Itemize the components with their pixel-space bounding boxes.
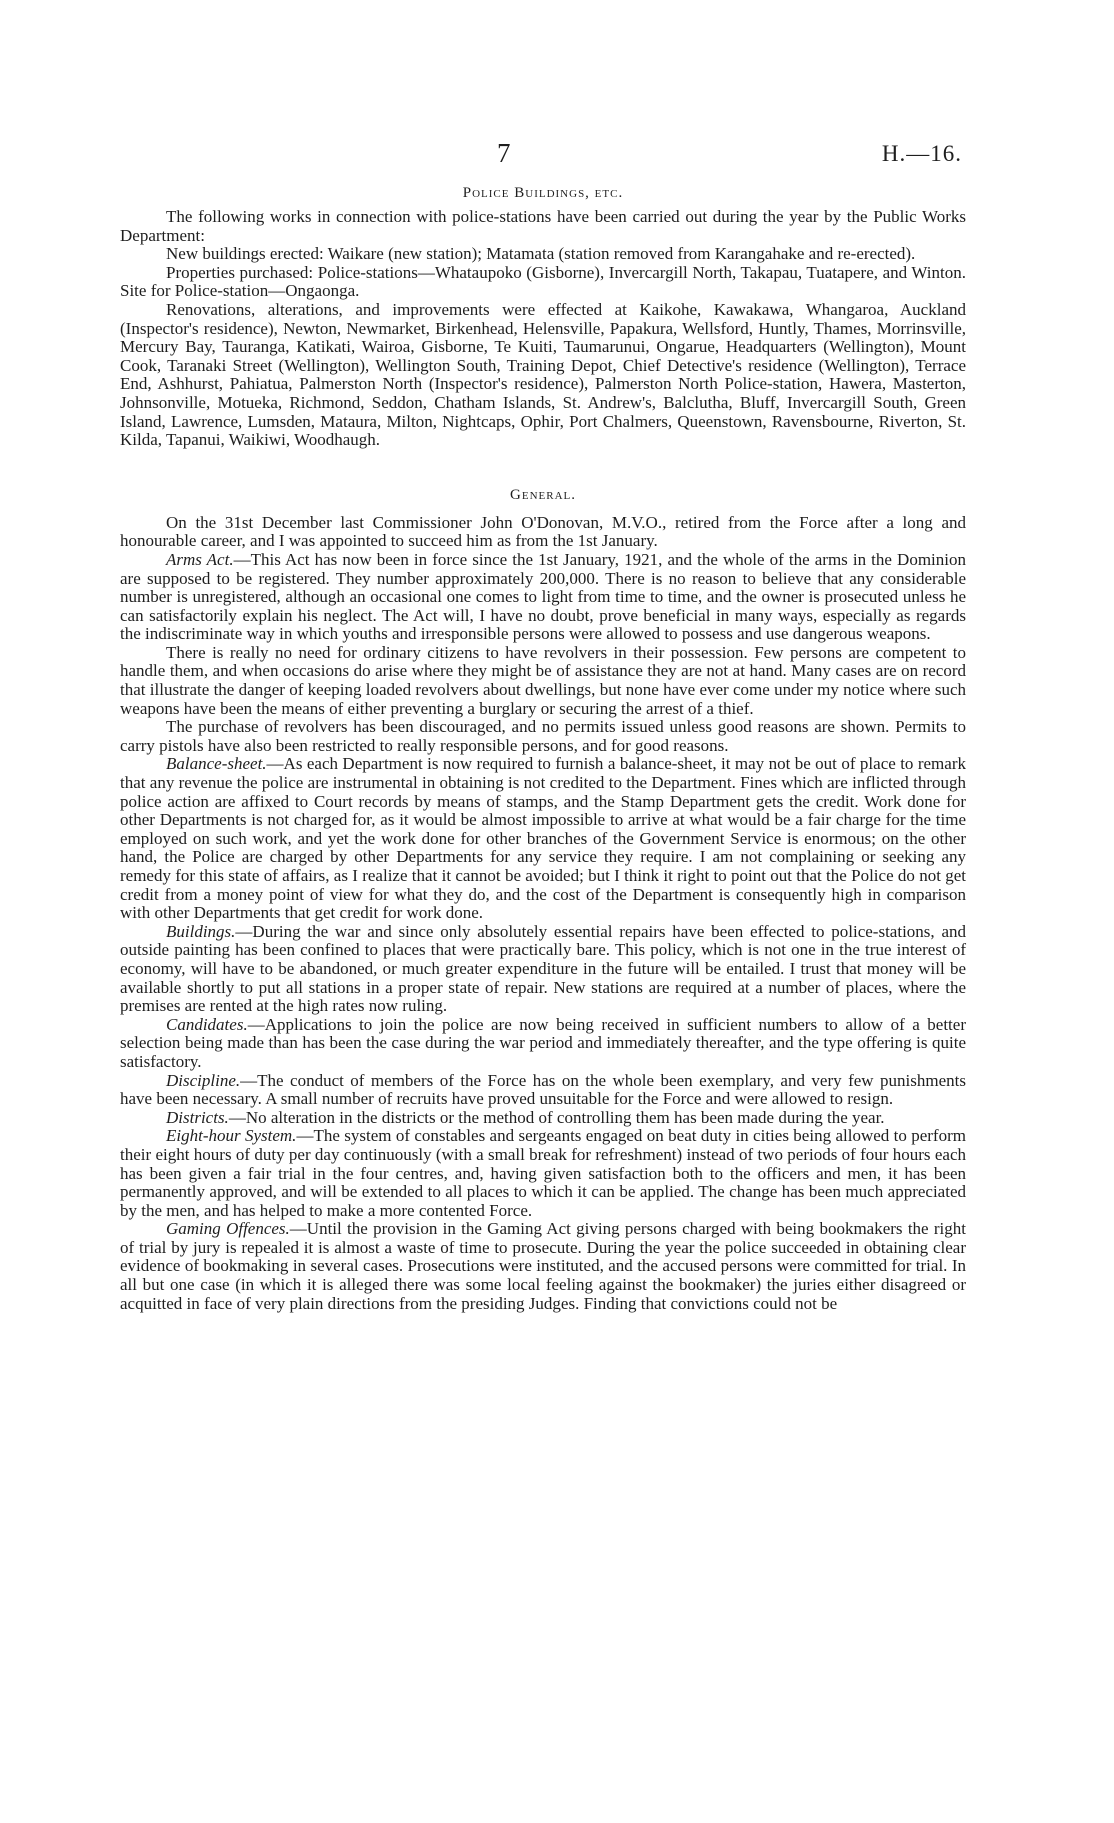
- paragraph-buildings: [120, 923, 966, 1016]
- subheading-districts: Districts.: [166, 1107, 229, 1127]
- paragraph-text: —Until the provision in the Gaming Act giving persons charged with being bookmakers the right of trial by jury is repealed it is almost a waste of time to prosecute. During the year the police succeeded in obtaining clear evidence of bookmaking in several cases. Prosecutions were instituted, and the accused persons were committed for trial. In all but one case (in which it is alleged there was some local feeling against the bookmaker) the juries either disagreed or acquitted in face of very plain directions from the presiding Judges. Finding that convictions could not be: [120, 1219, 966, 1313]
- subheading-arms-act: Arms Act.: [166, 549, 234, 569]
- paragraph-text: —No alteration in the districts or the method of controlling them has been made during the year.: [228, 1107, 885, 1127]
- paragraph-districts: [120, 1109, 966, 1128]
- subheading-discipline: Discipline.: [166, 1070, 241, 1090]
- section-title-general: General.: [510, 486, 576, 503]
- subheading-gaming-offences: Gaming Offences.: [166, 1219, 290, 1239]
- paragraph-text: —The conduct of members of the Force has on the whole been exemplary, and very few punishments have been necessary. A small number of recruits have proved unsuitable for the Force and were allowed to resign.: [120, 1070, 966, 1109]
- subheading-eight-hour-system: Eight-hour System.: [166, 1126, 297, 1146]
- paragraph-text: —This Act has now been in force since the 1st January, 1921, and the whole of the arms in the Dominion are supposed to be registered. They number approximately 200,000. There is no reason to believe that any considerable number is unregistered, although an occasional one comes to light from time to time, and the owner is prosecuted unless he can satisfactorily explain his neglect. The Act will, I have no doubt, prove beneficial in many ways, especially as regards the indiscriminate way in which youths and irresponsible persons were allowed to possess and use dangerous weapons.: [120, 549, 966, 644]
- paragraph-text: —During the war and since only absolutely essential repairs have been effected to police-stations, and outside painting has been confined to places that were practically bare. This policy, which is not one in the true interest of economy, will have to be abandoned, or much greater expenditure in the future will be entailed. I trust that money will be available shortly to put all stations in a proper state of repair. New stations are required at a number of places, where the premises are rented at the high rates now ruling.: [120, 921, 966, 1016]
- document-reference: H.—16.: [881, 141, 962, 166]
- paragraph: On the 31st December last Commissioner John O'Donovan, M.V.O., retired from the Force after a long and honourable career, and I was appointed to succeed him as from the 1st January.: [120, 512, 966, 551]
- page-number: 7: [497, 138, 511, 168]
- paragraph-text: —As each Department is now required to furnish a balance-sheet, it may not be out of place to remark that any revenue the police are instrumental in obtaining is not credited to the Department. Fines which are inflicted through police action are affixed to Court records by means of stamps, and the Stamp Department gets the credit. Work done for other Departments is not charged for, as it would be almost impossible to arrive at what would be a fair charge for the time employed on such work, and yet the work done for other branches of the Government Service is enormous; on the other hand, the Police are charged by other Departments for any service they require. I am not complaining or seeking any remedy for this state of affairs, as I realize that it cannot be avoided; but I think it right to point out that the Police do not get credit from a money point of view for what they do, and the cost of the Department is consequently high in comparison with other Departments that get credit for work done.: [120, 754, 966, 923]
- paragraph-eight-hour-system: [120, 1127, 966, 1220]
- page-header: [120, 138, 966, 174]
- paragraph-text: —The system of constables and sergeants engaged on beat duty in cities being allowed to perform their eight hours of duty per day continuously (with a small break for refreshment) instead of two periods of four hours each has been given a fair trial in the four centres, and, having given satisfaction both to the officers and men, it has been permanently approved, and will be extended to all places to which it can be applied. The change has been much appreciated by the men, and has helped to make a more contented Force.: [120, 1126, 966, 1220]
- paragraph: The following works in connection with police-stations have been carried out during the year by the Public Works Department:: [120, 207, 966, 245]
- paragraph-arms-act: [120, 551, 966, 644]
- paragraph: Renovations, alterations, and improvements were effected at Kaikohe, Kawakawa, Whangaroa, Auckland (Inspector's residence), Newton, Newmarket, Birkenhead, Helensville, Papakura, Wellsford, Huntly, Thames, Morrinsville, Mercury Bay, Tauranga, Katikati, Wairoa, Gisborne, Te Kuiti, Taumarunui, Ongarue, Headquarters (Wellington), Mount Cook, Taranaki Street (Wellington), Wellington South, Training Depot, Chief Detective's residence (Wellington), Terrace End, Ashhurst, Pahiatua, Palmerston North (Inspector's residence), Palmerston North Police-station, Hawera, Masterton, Johnsonville, Motueka, Richmond, Seddon, Chatham Islands, St. Andrew's, Balclutha, Bluff, Invercargill South, Green Island, Lawrence, Lumsden, Mataura, Milton, Nightcaps, Ophir, Port Chalmers, Queenstown, Ravensbourne, Riverton, St. Kilda, Tapanui, Waikiwi, Woodhaugh.: [120, 299, 966, 450]
- subheading-candidates: Candidates.: [166, 1014, 248, 1034]
- document-page: [120, 138, 966, 1313]
- paragraph: There is really no need for ordinary citizens to have revolvers in their possession. Few persons are competent to handle them, and when occasions do arise where they might be of assistance they are not at hand. Many cases are on record that illustrate the danger of keeping loaded revolvers about dwellings, but none have ever come under my notice where such weapons have been the means of either preventing a burglary or securing the arrest of a thief.: [120, 642, 966, 718]
- paragraph-discipline: [120, 1072, 966, 1109]
- paragraph: Properties purchased: Police-stations—Whataupoko (Gisborne), Invercargill North, Takapau, Tuatapere, and Winton. Site for Police-station—Ongaonga.: [120, 262, 966, 301]
- paragraph: New buildings erected: Waikare (new station); Matamata (station removed from Karangahake and re-erected).: [166, 244, 916, 264]
- paragraph: The purchase of revolvers has been discouraged, and no permits issued unless good reasons are shown. Permits to carry pistols have also been restricted to really responsible persons, and for good reasons.: [120, 717, 966, 755]
- paragraph-text: —Applications to join the police are now being received in sufficient numbers to allow of a better selection being made than has been the case during the war period and immediately thereafter, and the type offering is quite satisfactory.: [120, 1014, 966, 1071]
- subheading-buildings: Buildings.: [166, 921, 236, 941]
- paragraph-balance-sheet: [120, 755, 966, 922]
- subheading-balance-sheet: Balance-sheet.: [166, 754, 267, 774]
- section-title-police-buildings: Police Buildings, etc.: [462, 185, 624, 201]
- paragraph-candidates: [120, 1016, 966, 1072]
- paragraph-gaming-offences: [120, 1220, 966, 1313]
